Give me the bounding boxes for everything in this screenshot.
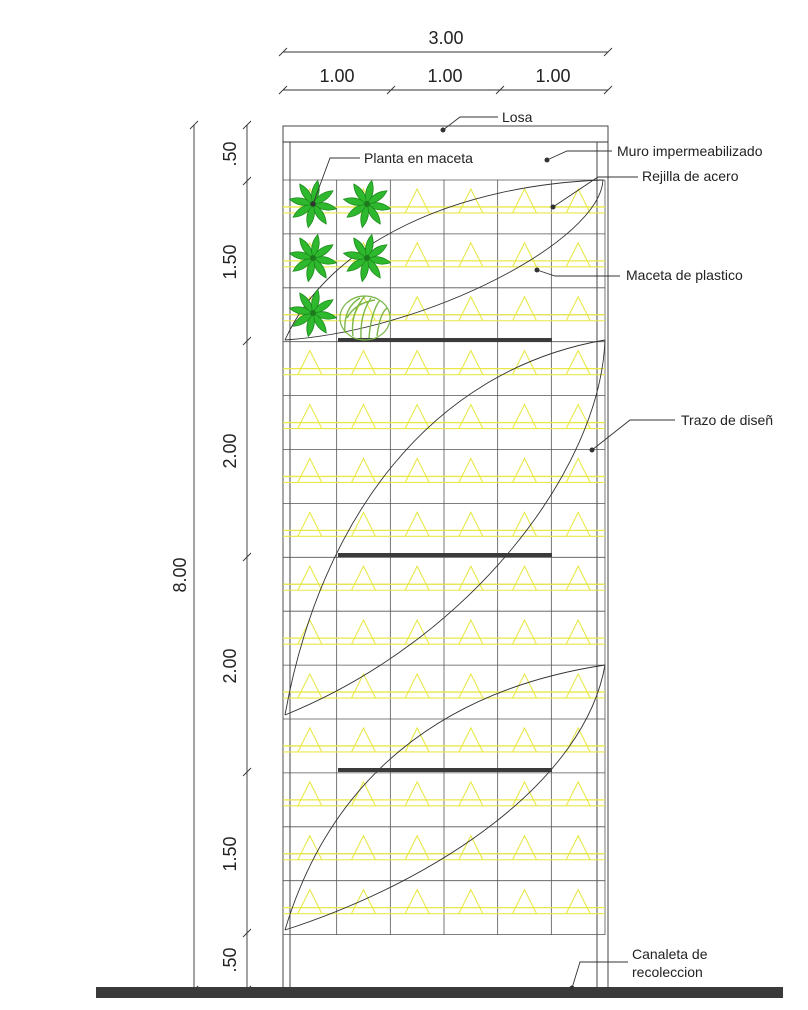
dim-seg-2: 1.50 [220, 244, 240, 280]
dim-bay-3: 1.00 [535, 66, 571, 86]
label-rejilla: Rejilla de acero [642, 168, 739, 184]
wall-outline [283, 126, 608, 990]
label-maceta: Maceta de plastico [626, 267, 743, 283]
annotations [311, 109, 774, 991]
dim-seg-4: 2.00 [220, 648, 240, 684]
wall-structure [283, 126, 608, 990]
label-planta: Planta en maceta [364, 150, 473, 166]
label-muro: Muro impermeabilizado [617, 143, 763, 159]
palm-plant-icon [289, 234, 336, 281]
label-trazo: Trazo de diseñ [681, 412, 774, 428]
palm-plant-icon [343, 180, 390, 227]
steel-grid [283, 180, 605, 935]
dim-total-height: 8.00 [170, 557, 190, 593]
label-canaleta-line1: Canaleta de [632, 946, 708, 962]
dim-total-width: 3.00 [428, 28, 464, 48]
shelves [338, 338, 552, 772]
label-canaleta-line2: recoleccion [632, 964, 703, 980]
ground-slab [96, 987, 783, 998]
dim-seg-1: .50 [220, 141, 240, 167]
dim-seg-6: .50 [220, 947, 240, 973]
label-losa: Losa [502, 109, 533, 125]
dim-seg-5: 1.50 [220, 836, 240, 872]
shelf-2 [338, 553, 552, 557]
grass-plant-icon [340, 296, 390, 340]
left-dimensions [170, 121, 251, 994]
shelf-3 [338, 768, 552, 772]
palm-plant-icon [343, 234, 390, 281]
dim-seg-3: 2.00 [220, 433, 240, 469]
top-dimensions [279, 28, 612, 94]
dim-bay-2: 1.00 [427, 66, 463, 86]
palm-plant-icon [289, 289, 336, 336]
dim-bay-1: 1.00 [319, 66, 355, 86]
